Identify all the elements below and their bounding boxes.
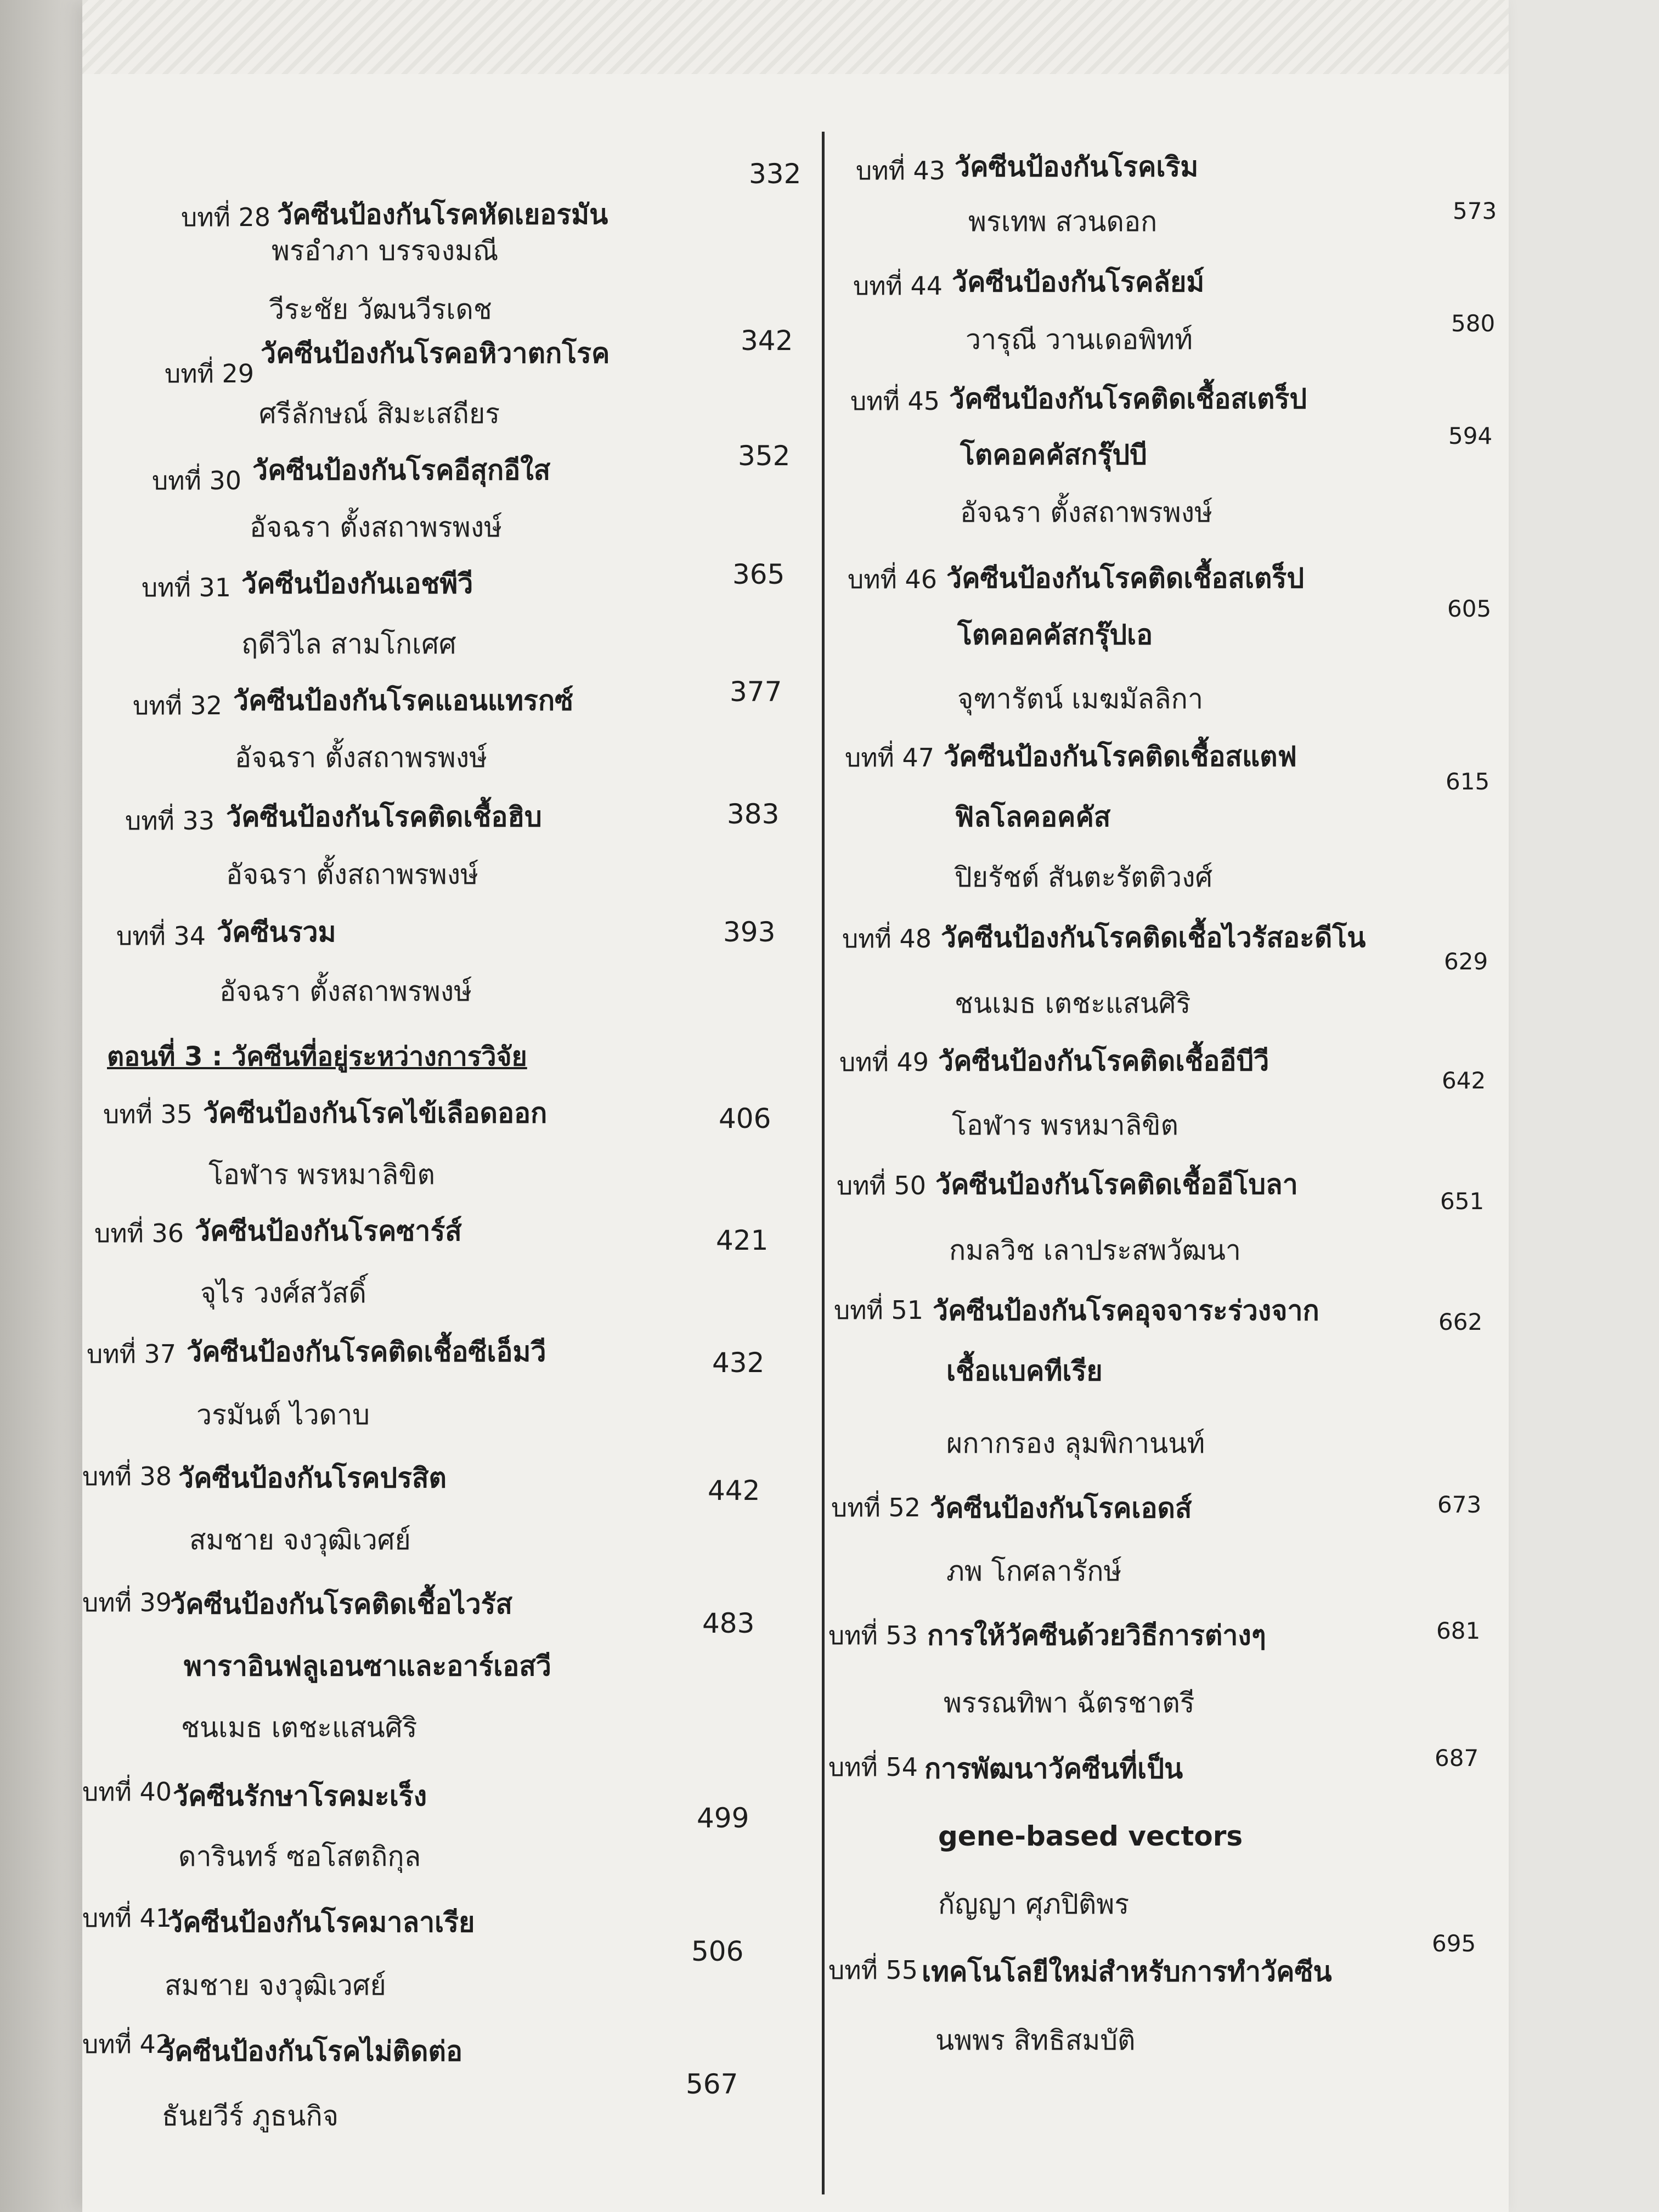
page-number: 651 xyxy=(1440,1188,1485,1215)
chapter-number: บทที่ 41 xyxy=(82,1903,172,1933)
author: วรมันต์ ไวดาบ xyxy=(196,1399,370,1431)
author: ฤดีวิไล สามโกเศศ xyxy=(241,628,456,660)
page-number: 377 xyxy=(730,676,782,708)
page-number: 342 xyxy=(741,325,793,357)
page-number: 580 xyxy=(1451,310,1496,337)
chapter-title-continued: โตคอคคัสกรุ๊ปบี xyxy=(960,439,1147,471)
page-number: 393 xyxy=(723,916,776,948)
chapter-title: วัคซีนป้องกันโรคติดเชื้ออีโบลา xyxy=(935,1169,1298,1200)
chapter-number: บทที่ 38 xyxy=(82,1462,172,1491)
chapter-title: วัคซีนป้องกันโรคซาร์ส์ xyxy=(195,1215,462,1247)
author: อัจฉรา ตั้งสถาพรพงษ์ xyxy=(226,859,479,890)
page-number: 573 xyxy=(1453,198,1497,224)
toc-page xyxy=(82,0,1509,2212)
toc-left-column xyxy=(82,0,817,2212)
author: ชนเมธ เตชะแสนศิริ xyxy=(181,1712,417,1743)
author: สมชาย จงวุฒิเวศย์ xyxy=(165,1970,386,2001)
chapter-title: การให้วัคซีนด้วยวิธีการต่างๆ xyxy=(927,1620,1266,1651)
chapter-title: วัคซีนป้องกันเอชพีวี xyxy=(241,568,473,600)
chapter-number: บทที่ 42 xyxy=(82,2029,172,2059)
page-number: 499 xyxy=(697,1802,749,1834)
author: จุฑารัตน์ เมฆมัลลิกา xyxy=(957,683,1204,715)
chapter-title: วัคซีนป้องกันโรคติดเชื้อซีเอ็มวี xyxy=(187,1336,546,1368)
chapter-number: บทที่ 46 xyxy=(848,565,937,594)
chapter-number: บทที่ 43 xyxy=(856,156,945,185)
author: ภพ โกศลารักษ์ xyxy=(946,1555,1122,1587)
chapter-title: วัคซีนป้องกันโรคปรสิต xyxy=(178,1462,447,1494)
page-number: 483 xyxy=(702,1607,755,1639)
toc-right-column xyxy=(828,0,1503,2212)
chapter-number: บทที่ 28 xyxy=(181,202,270,232)
page-number: 421 xyxy=(716,1224,769,1256)
chapter-number: บทที่ 29 xyxy=(165,359,254,388)
chapter-title: การพัฒนาวัคซีนที่เป็น xyxy=(924,1753,1183,1785)
author: ชนเมธ เตชะแสนศิริ xyxy=(955,988,1191,1019)
author: พรเทพ สวนดอก xyxy=(968,206,1158,238)
page-number: 432 xyxy=(712,1347,765,1379)
chapter-number: บทที่ 30 xyxy=(152,466,241,495)
page-number: 662 xyxy=(1438,1308,1483,1335)
author: ดารินทร์ ซอโสตถิกุล xyxy=(178,1841,421,1872)
chapter-number: บทที่ 49 xyxy=(839,1047,929,1077)
author: กมลวิช เลาประสพวัฒนา xyxy=(949,1234,1242,1266)
chapter-number: บทที่ 54 xyxy=(828,1752,918,1782)
chapter-title: วัคซีนป้องกันโรคติดเชื้อสเตร็ป xyxy=(949,383,1307,415)
author: กัญญา ศุภปิติพร xyxy=(938,1888,1130,1920)
author: สมชาย จงวุฒิเวศย์ xyxy=(189,1524,411,1556)
page-number: 681 xyxy=(1436,1617,1481,1644)
chapter-title: วัคซีนป้องกันโรคติดเชื้อไวรัส xyxy=(170,1588,513,1620)
author: วีระชัย วัฒนวีรเดช xyxy=(269,294,492,325)
chapter-number: บทที่ 52 xyxy=(831,1493,921,1522)
chapter-title: เทคโนโลยีใหม่สำหรับการทำวัคซีน xyxy=(922,1956,1332,1988)
chapter-title-continued: gene-based vectors xyxy=(938,1820,1243,1852)
author: พรรณทิพา ฉัตรชาตรี xyxy=(944,1687,1195,1719)
section-heading: ตอนที่ 3 : วัคซีนที่อยู่ระหว่างการวิจัย xyxy=(107,1041,527,1072)
chapter-title: วัคซีนป้องกันโรคแอนแทรกซ์ xyxy=(233,685,574,716)
page-number: 442 xyxy=(708,1475,760,1506)
page-number: 506 xyxy=(691,1936,744,1967)
chapter-title: วัคซีนป้องกันโรคมาลาเรีย xyxy=(167,1906,475,1938)
chapter-number: บทที่ 31 xyxy=(142,573,231,602)
chapter-title-continued: เชื้อแบคทีเรีย xyxy=(946,1355,1103,1387)
chapter-number: บทที่ 44 xyxy=(853,271,943,301)
page-number: 406 xyxy=(719,1103,771,1135)
author: พรอำภา บรรจงมณี xyxy=(272,235,499,267)
author: อัจฉรา ตั้งสถาพรพงษ์ xyxy=(219,975,472,1007)
chapter-title: วัคซีนรักษาโรคมะเร็ง xyxy=(173,1780,427,1812)
chapter-title: วัคซีนป้องกันโรคติดเชื้อสแตฟ xyxy=(944,741,1297,772)
author: อัจฉรา ตั้งสถาพรพงษ์ xyxy=(960,496,1213,528)
chapter-title: วัคซีนป้องกันโรคไข้เลือดออก xyxy=(203,1097,548,1129)
author: วารุณี วานเดอพิทท์ xyxy=(966,324,1193,356)
page-number: 332 xyxy=(749,158,802,190)
page-number: 352 xyxy=(738,440,791,472)
chapter-title: วัคซีนรวม xyxy=(217,916,336,948)
column-divider xyxy=(822,132,825,2194)
chapter-number: บทที่ 33 xyxy=(125,806,215,836)
chapter-title: วัคซีนป้องกันโรคติดเชื้อฮิบ xyxy=(226,801,542,833)
chapter-title: วัคซีนป้องกันโรคติดเชื้อไวรัสอะดีโน xyxy=(941,922,1366,953)
chapter-number: บทที่ 37 xyxy=(87,1339,176,1369)
chapter-number: บทที่ 45 xyxy=(850,386,940,416)
chapter-number: บทที่ 48 xyxy=(842,924,932,953)
author: ปิยรัชต์ สันตะรัตติวงศ์ xyxy=(955,861,1213,893)
author: ธันยวีร์ ภูธนกิจ xyxy=(162,2100,339,2132)
page-number: 594 xyxy=(1448,422,1493,449)
page-number: 687 xyxy=(1435,1745,1479,1771)
chapter-title: วัคซีนป้องกันโรคอีสุกอีใส xyxy=(252,454,551,486)
page-number: 567 xyxy=(686,2068,738,2100)
chapter-title-continued: โตคอคคัสกรุ๊ปเอ xyxy=(957,619,1153,651)
chapter-title: วัคซีนป้องกันโรคเริม xyxy=(955,151,1199,183)
page-number: 642 xyxy=(1442,1067,1486,1094)
chapter-number: บทที่ 39 xyxy=(82,1588,172,1617)
page-number: 605 xyxy=(1447,595,1492,622)
chapter-number: บทที่ 50 xyxy=(837,1171,926,1200)
chapter-number: บทที่ 53 xyxy=(828,1621,918,1650)
chapter-title: วัคซีนป้องกันโรคติดเชื้ออีบีวี xyxy=(938,1045,1269,1077)
chapter-title: วัคซีนป้องกันโรคติดเชื้อสเตร็ป xyxy=(946,562,1305,594)
chapter-number: บทที่ 40 xyxy=(82,1777,172,1807)
author: อัจฉรา ตั้งสถาพรพงษ์ xyxy=(250,511,503,543)
author: ศรีลักษณ์ สิมะเสถียร xyxy=(259,398,500,430)
page-number: 673 xyxy=(1437,1491,1482,1518)
chapter-title: วัคซีนป้องกันโรคหัดเยอรมัน xyxy=(277,199,608,230)
chapter-title: วัคซีนป้องกันโรคลัยม์ xyxy=(952,266,1205,298)
chapter-number: บทที่ 36 xyxy=(94,1218,184,1248)
chapter-number: บทที่ 47 xyxy=(845,743,934,772)
author: อัจฉรา ตั้งสถาพรพงษ์ xyxy=(235,742,488,774)
chapter-title-continued: ฟิลโลคอคคัส xyxy=(955,801,1111,833)
author: โอฬาร พรหมาลิขิต xyxy=(952,1109,1178,1141)
chapter-title-continued: พาราอินฟลูเอนซาและอาร์เอสวี xyxy=(184,1650,551,1682)
page-number: 383 xyxy=(727,798,780,830)
page-number: 615 xyxy=(1446,768,1490,795)
page-number: 695 xyxy=(1432,1930,1476,1957)
chapter-title: วัคซีนป้องกันโรคอุจจาระร่วงจาก xyxy=(933,1295,1319,1327)
chapter-number: บทที่ 35 xyxy=(103,1099,193,1129)
author: นพพร สิทธิสมบัติ xyxy=(935,2024,1136,2056)
author: โอฬาร พรหมาลิขิต xyxy=(208,1159,435,1190)
page-number: 629 xyxy=(1444,948,1488,975)
chapter-number: บทที่ 51 xyxy=(834,1295,923,1325)
page-number: 365 xyxy=(732,558,785,590)
chapter-title: วัคซีนป้องกันโรคไม่ติดต่อ xyxy=(159,2035,462,2067)
chapter-number: บทที่ 32 xyxy=(133,691,222,720)
chapter-title: วัคซีนป้องกันโรคอหิวาตกโรค xyxy=(261,337,610,369)
author: ผกากรอง ลุมพิกานนท์ xyxy=(946,1427,1205,1459)
chapter-number: บทที่ 55 xyxy=(828,1955,918,1985)
chapter-title: วัคซีนป้องกันโรคเอดส์ xyxy=(930,1492,1192,1524)
author: จุไร วงศ์สวัสดิ์ xyxy=(200,1277,367,1309)
chapter-number: บทที่ 34 xyxy=(116,921,206,951)
